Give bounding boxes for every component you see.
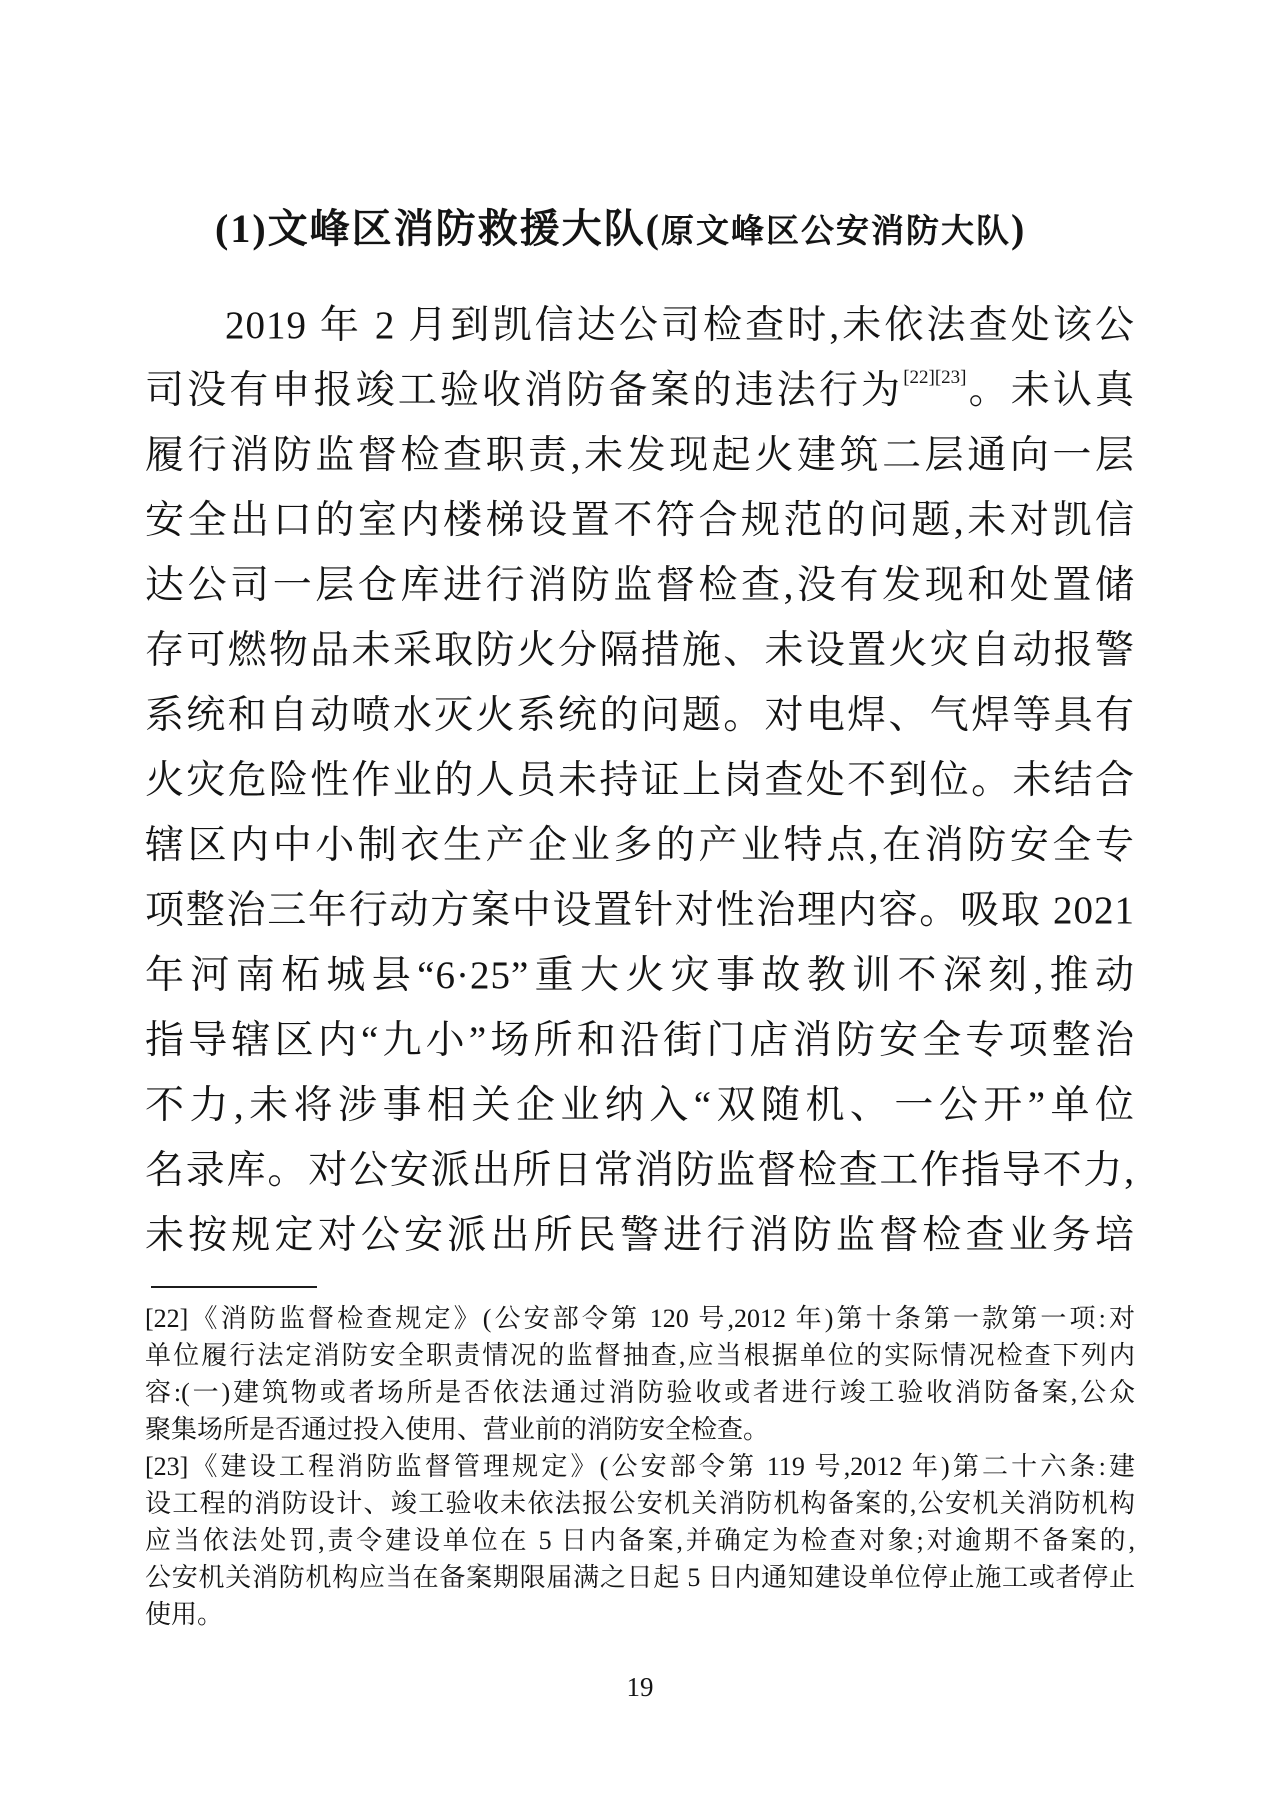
body-line-12: 指导辖区内“九小”场所和沿街门店消防安全专项整治 — [145, 1019, 1135, 1062]
body-line-15: 未按规定对公安派出所民警进行消防监督检查业务培 — [145, 1214, 1135, 1257]
section-heading — [145, 196, 1135, 265]
footnote-23-line-4: 公安机关消防机构应当在备案期限届满之日起 5 日内通知建设单位停止施工或者停止 — [145, 1563, 1135, 1592]
footnote-23-line-5: 使用。 — [145, 1600, 224, 1629]
footnote-23-line-1: [23]《建设工程消防监督管理规定》(公安部令第 119 号,2012 年)第二十六条:建 — [145, 1452, 1135, 1481]
footnote-22-line-1: [22]《消防监督检查规定》(公安部令第 120 号,2012 年)第十条第一款第一项:对 — [145, 1304, 1135, 1333]
body-line-1: 2019 年 2 月到凯信达公司检查时,未依法查处该公 — [225, 304, 1135, 347]
section-heading-sub: 原文峰区公安消防大队 — [660, 214, 1011, 250]
body-line-7: 系统和自动喷水灭火系统的问题。对电焊、气焊等具有 — [145, 694, 1135, 737]
footnote-ref-marker: [22][23] — [903, 367, 967, 388]
footnote-23 — [145, 1448, 1135, 1633]
footnote-22-line-3: 容:(一)建筑物或者场所是否依法通过消防验收或者进行竣工验收消防备案,公众 — [145, 1378, 1135, 1407]
footnote-23-line-2: 设工程的消防设计、竣工验收未依法报公安机关消防机构备案的,公安机关消防机构 — [145, 1489, 1135, 1518]
body-line-10: 项整治三年行动方案中设置针对性治理内容。吸取 2021 — [145, 889, 1135, 932]
body-line-11: 年河南柘城县“6·25”重大火灾事故教训不深刻,推动 — [145, 954, 1135, 997]
body-line-2-text: 司没有申报竣工验收消防备案的违法行为 — [145, 369, 904, 412]
footnote-separator — [151, 1286, 317, 1288]
body-line-2 — [145, 358, 1135, 423]
section-heading-main: (1)文峰区消防救援大队( — [215, 206, 661, 251]
body-line-14: 名录库。对公安派出所日常消防监督检查工作指导不力, — [145, 1149, 1135, 1192]
body-line-2-tail: 。未认真 — [966, 369, 1135, 412]
page-number: 19 — [626, 1672, 654, 1702]
body-line-6: 存可燃物品未采取防火分隔措施、未设置火灾自动报警 — [145, 629, 1135, 672]
body-line-3: 履行消防监督检查职责,未发现起火建筑二层通向一层 — [145, 434, 1135, 477]
footnote-22-line-4: 聚集场所是否通过投入使用、营业前的消防安全检查。 — [145, 1415, 770, 1444]
footnote-22-line-2: 单位履行法定消防安全职责情况的监督抽查,应当根据单位的实际情况检查下列内 — [145, 1341, 1135, 1370]
footnote-23-line-3: 应当依法处罚,责令建设单位在 5 日内备案,并确定为检查对象;对逾期不备案的, — [145, 1526, 1135, 1555]
footnote-22 — [145, 1300, 1135, 1448]
body-line-5: 达公司一层仓库进行消防监督检查,没有发现和处置储 — [145, 564, 1135, 607]
body-line-4: 安全出口的室内楼梯设置不符合规范的问题,未对凯信 — [145, 499, 1135, 542]
body-line-13: 不力,未将涉事相关企业纳入“双随机、一公开”单位 — [145, 1084, 1135, 1127]
body-line-8: 火灾危险性作业的人员未持证上岗查处不到位。未结合 — [145, 759, 1135, 802]
section-heading-close: ) — [1010, 206, 1027, 251]
body-line-9: 辖区内中小制衣生产企业多的产业特点,在消防安全专 — [145, 824, 1135, 867]
page-content — [145, 196, 1135, 1633]
